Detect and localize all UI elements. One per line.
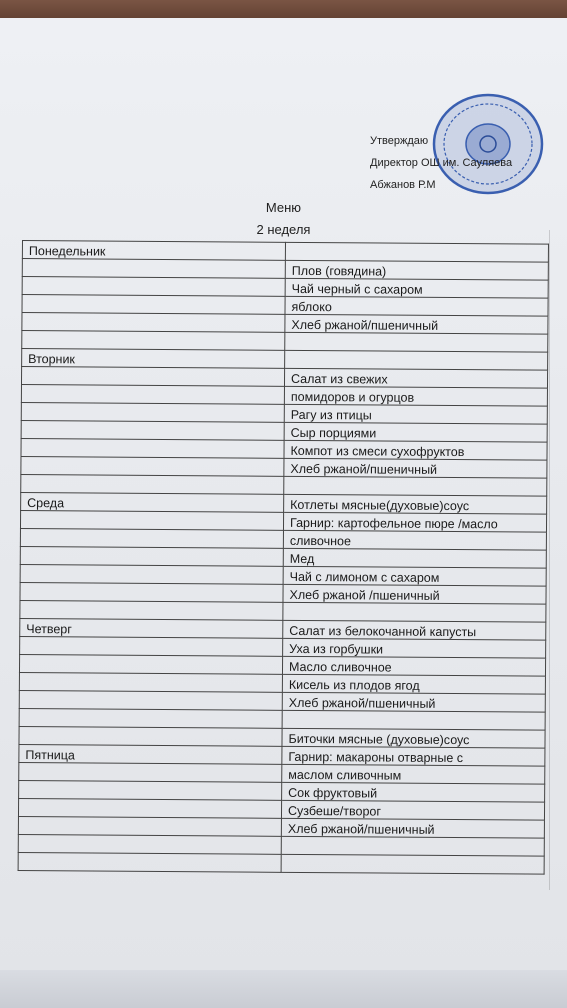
document-title: Меню <box>265 200 302 215</box>
day-cell <box>21 438 284 458</box>
day-cell <box>19 708 282 728</box>
day-cell <box>18 834 281 854</box>
day-cell <box>20 564 283 584</box>
dish-cell: Салат из белокочанной капусты <box>283 620 546 640</box>
day-cell <box>19 672 282 692</box>
approval-line-3: Абжанов Р.М <box>370 179 436 191</box>
day-cell <box>20 582 283 602</box>
dish-cell: Биточки мясные (духовые)соус <box>282 728 545 748</box>
day-cell <box>20 546 283 566</box>
day-cell <box>22 295 285 315</box>
day-cell: Пятница <box>19 744 282 764</box>
page-lower-edge <box>0 970 567 1008</box>
day-cell <box>21 367 284 387</box>
dish-cell: Мед <box>283 548 546 568</box>
dish-cell <box>285 350 548 370</box>
dish-cell: Масло сливочное <box>282 656 545 676</box>
day-cell <box>18 816 281 836</box>
dish-cell: Чай черный с сахаром <box>285 278 548 298</box>
day-cell: Вторник <box>22 349 285 369</box>
dish-cell: Салат из свежих <box>284 368 547 388</box>
dish-cell: Хлеб ржаной/пшеничный <box>285 314 548 334</box>
dish-cell: Чай с лимоном с сахаром <box>283 566 546 586</box>
page-shadow <box>549 230 550 890</box>
day-cell <box>20 600 283 620</box>
day-cell <box>19 780 282 800</box>
day-cell <box>20 636 283 656</box>
dish-cell: Сузбеше/творог <box>281 800 544 820</box>
document-subtitle: 2 неделя <box>256 222 311 237</box>
dish-cell: Уха из горбушки <box>283 638 546 658</box>
approval-line-2: Директор ОШ им. Сауляева <box>370 157 513 169</box>
day-cell <box>21 474 284 494</box>
day-cell <box>22 277 285 297</box>
dish-cell <box>285 242 548 262</box>
day-cell <box>18 798 281 818</box>
dish-cell: Хлеб ржаной /пшеничный <box>283 584 546 604</box>
dish-cell <box>285 332 548 352</box>
day-cell: Среда <box>21 492 284 512</box>
dish-cell: маслом сливочным <box>282 764 545 784</box>
dish-cell <box>282 710 545 730</box>
day-cell <box>22 313 285 333</box>
day-cell <box>21 456 284 476</box>
day-cell <box>19 726 282 746</box>
dish-cell: Хлеб ржаной/пшеничный <box>282 692 545 712</box>
dish-cell: Гарнир: картофельное пюре /масло <box>283 512 546 532</box>
day-cell <box>20 528 283 548</box>
dish-cell <box>283 602 546 622</box>
dish-cell: яблоко <box>285 296 548 316</box>
day-cell <box>21 384 284 404</box>
day-cell <box>20 510 283 530</box>
dish-cell: Хлеб ржаной/пшеничный <box>281 818 544 838</box>
menu-table <box>18 240 549 875</box>
dish-cell: Рагу из птицы <box>284 404 547 424</box>
dish-cell <box>281 836 544 856</box>
approval-line-1: Утверждаю <box>370 135 429 147</box>
day-cell <box>22 331 285 351</box>
day-cell: Четверг <box>20 618 283 638</box>
day-cell: Понедельник <box>22 241 285 261</box>
dish-cell: Сыр порциями <box>284 422 547 442</box>
day-cell <box>22 259 285 279</box>
day-cell <box>19 762 282 782</box>
dish-cell <box>281 854 544 874</box>
dish-cell: Сок фруктовый <box>282 782 545 802</box>
day-cell <box>21 420 284 440</box>
dish-cell: Хлеб ржаной/пшеничный <box>284 458 547 478</box>
dish-cell: помидоров и огурцов <box>284 386 547 406</box>
dish-cell: Компот из смеси сухофруктов <box>284 440 547 460</box>
dish-cell: Гарнир: макароны отварные с <box>282 746 545 766</box>
day-cell <box>18 852 281 872</box>
table-row <box>18 852 544 874</box>
day-cell <box>21 402 284 422</box>
day-cell <box>19 654 282 674</box>
dish-cell: Кисель из плодов ягод <box>282 674 545 694</box>
approval-block <box>370 130 560 196</box>
dish-cell: Плов (говядина) <box>285 260 548 280</box>
dish-cell: Котлеты мясные(духовые)соус <box>284 494 547 514</box>
dish-cell: сливочное <box>283 530 546 550</box>
day-cell <box>19 690 282 710</box>
dish-cell <box>284 476 547 496</box>
